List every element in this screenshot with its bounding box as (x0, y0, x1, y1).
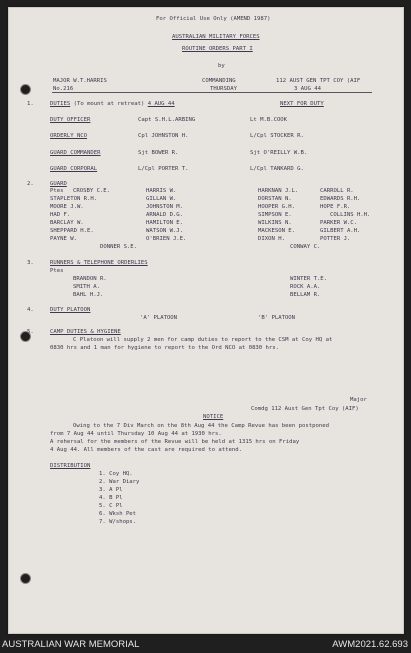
duty-next: L/Cpl STOCKER R. (250, 133, 304, 139)
section-heading: GUARD (50, 181, 67, 187)
ptes-label: Ptes (50, 268, 64, 274)
notice-line: A rehersal for the members of the Revue will be held at 1315 hrs on Friday (50, 439, 300, 445)
distribution-item: 1. Coy HQ. (99, 471, 133, 477)
guard-name: HAD F. (50, 212, 71, 218)
ptes-label: Ptes (50, 188, 64, 194)
duty-label: DUTY OFFICER (50, 117, 91, 123)
guard-name: MOORE J.W. (50, 204, 84, 210)
force-name: AUSTRALIAN MILITARY FORCES (172, 34, 260, 40)
by-line: by (218, 63, 225, 69)
officer-name: MAJOR W.T.HARRIS (53, 78, 107, 84)
duty-next: L/Cpl TANKARD G. (250, 166, 304, 172)
section-heading: CAMP DUTIES & HYGIENE (50, 329, 121, 335)
guard-name: O'BRIEN J.E. (146, 236, 187, 242)
binder-hole (20, 84, 31, 95)
guard-name: WILKINS N. (258, 220, 292, 226)
distribution-heading: DISTRIBUTION (50, 463, 91, 469)
guard-name: DIXON H. (258, 236, 285, 242)
duty-label: GUARD CORPORAL (50, 166, 98, 172)
duty-current: Capt S.H.L.ARBING (138, 117, 196, 123)
duty-platoon-next: 'B' PLATOON (258, 315, 296, 321)
section-number: 3. (27, 260, 34, 266)
guard-name: CONWAY C. (290, 244, 321, 250)
next-for-duty-heading: NEXT FOR DUTY (280, 101, 324, 107)
notice-line: 4 Aug 44. All members of the cast are required to attend. (50, 447, 242, 453)
unit-name: 112 AUST GEN TPT COY (AIF (276, 78, 361, 84)
duty-current: Sjt BOWER R. (138, 150, 179, 156)
document-title: ROUTINE ORDERS PART I (182, 46, 253, 52)
guard-name: WATSON W.J. (146, 228, 184, 234)
runner-name: BAHL H.J. (73, 292, 104, 298)
guard-name: HOPE F.R. (320, 204, 351, 210)
guard-name: HARKNAN J.L. (258, 188, 299, 194)
security-marking: For Official Use Only (AMEND 1987) (156, 16, 271, 22)
signature-title: Comdg 112 Aust Gen Tpt Coy (AIF) (251, 406, 359, 412)
runner-name: ROCK A.A. (290, 284, 321, 290)
footer-accession-number: AWM2021.62.693 (332, 639, 408, 650)
guard-name: COLLINS H.H. (330, 212, 371, 218)
guard-name: GILLAN W. (146, 196, 177, 202)
guard-name: JOHNSTON M. (146, 204, 184, 210)
officer-role: COMMANDING (202, 78, 236, 84)
duty-next: Lt M.B.COOK (250, 117, 288, 123)
section-heading: DUTY PLATOON (50, 307, 91, 313)
distribution-item: 7. W/shops. (99, 519, 137, 525)
order-day: THURSDAY (210, 86, 237, 92)
guard-name: DORSTAN N. (258, 196, 292, 202)
duty-label: GUARD COMMANDER (50, 150, 101, 156)
distribution-item: 4. B Pl (99, 495, 123, 501)
guard-name: SIMPSON E. (258, 212, 292, 218)
distribution-item: 6. Wksh Pet (99, 511, 137, 517)
distribution-item: 3. A Pl (99, 487, 123, 493)
camp-duty-line: C Platoon will supply 2 men for camp duties to report to the CSM at Coy HQ at (73, 337, 333, 343)
guard-name: CROSBY C.E. (73, 188, 111, 194)
order-number: No.216 (53, 86, 74, 92)
runner-name: WINTER T.E. (290, 276, 328, 282)
guard-name: EDWARDS R.H. (320, 196, 361, 202)
runner-name: BRANDON R. (73, 276, 107, 282)
camp-duty-line: 0830 hrs and 1 man for hygiene to report to the Ord NCO at 0830 hrs. (50, 345, 280, 351)
guard-name: DONNER S.E. (100, 244, 138, 250)
duty-platoon-current: 'A' PLATOON (140, 315, 178, 321)
notice-heading: NOTICE (203, 414, 224, 420)
section-number: 5. (27, 329, 34, 335)
guard-name: HAMILTON E. (146, 220, 184, 226)
section-heading: DUTIES (To mount at retreat) 4 AUG 44 (50, 101, 175, 107)
notice-line: Owing to the 7 Div March on the 8th Aug 44 the Camp Revue has been postponed (73, 423, 329, 429)
duty-next: Sjt O'REILLY W.B. (250, 150, 308, 156)
guard-name: MACKESON E. (258, 228, 296, 234)
guard-name: STAPLETON R.H. (50, 196, 98, 202)
duty-current: Cpl JOHNSTON H. (138, 133, 189, 139)
runner-name: BELLAM R. (290, 292, 321, 298)
section-number: 4. (27, 307, 34, 313)
guard-name: GILBERT A.H. (320, 228, 361, 234)
section-number: 2. (27, 181, 34, 187)
signature-rank: Major (350, 397, 367, 403)
notice-line: from 7 Aug 44 until Thursday 10 Aug 44 at 1930 hrs. (50, 431, 222, 437)
section-number: 1. (27, 101, 34, 107)
guard-name: PAYNE W. (50, 236, 77, 242)
runner-name: SMITH A. (73, 284, 100, 290)
guard-name: POTTER J. (320, 236, 351, 242)
guard-name: ARNALD D.G. (146, 212, 184, 218)
distribution-item: 2. War Diary (99, 479, 140, 485)
guard-name: CARROLL R. (320, 188, 354, 194)
guard-name: PARKER W.C. (320, 220, 358, 226)
header-rule (52, 92, 372, 93)
binder-hole (20, 573, 31, 584)
footer-institution: AUSTRALIAN WAR MEMORIAL (2, 639, 140, 650)
duty-label: ORDERLY NCO (50, 133, 88, 139)
guard-name: HOOPER G.H. (258, 204, 296, 210)
guard-name: HARRIS W. (146, 188, 177, 194)
distribution-item: 5. C Pl (99, 503, 123, 509)
section-heading: RUNNERS & TELEPHONE ORDERLIES (50, 260, 148, 266)
guard-name: BARCLAY W. (50, 220, 84, 226)
guard-name: SHEPPARD H.E. (50, 228, 94, 234)
duty-current: L/Cpl PORTER T. (138, 166, 189, 172)
order-date: 3 AUG 44 (294, 86, 321, 92)
